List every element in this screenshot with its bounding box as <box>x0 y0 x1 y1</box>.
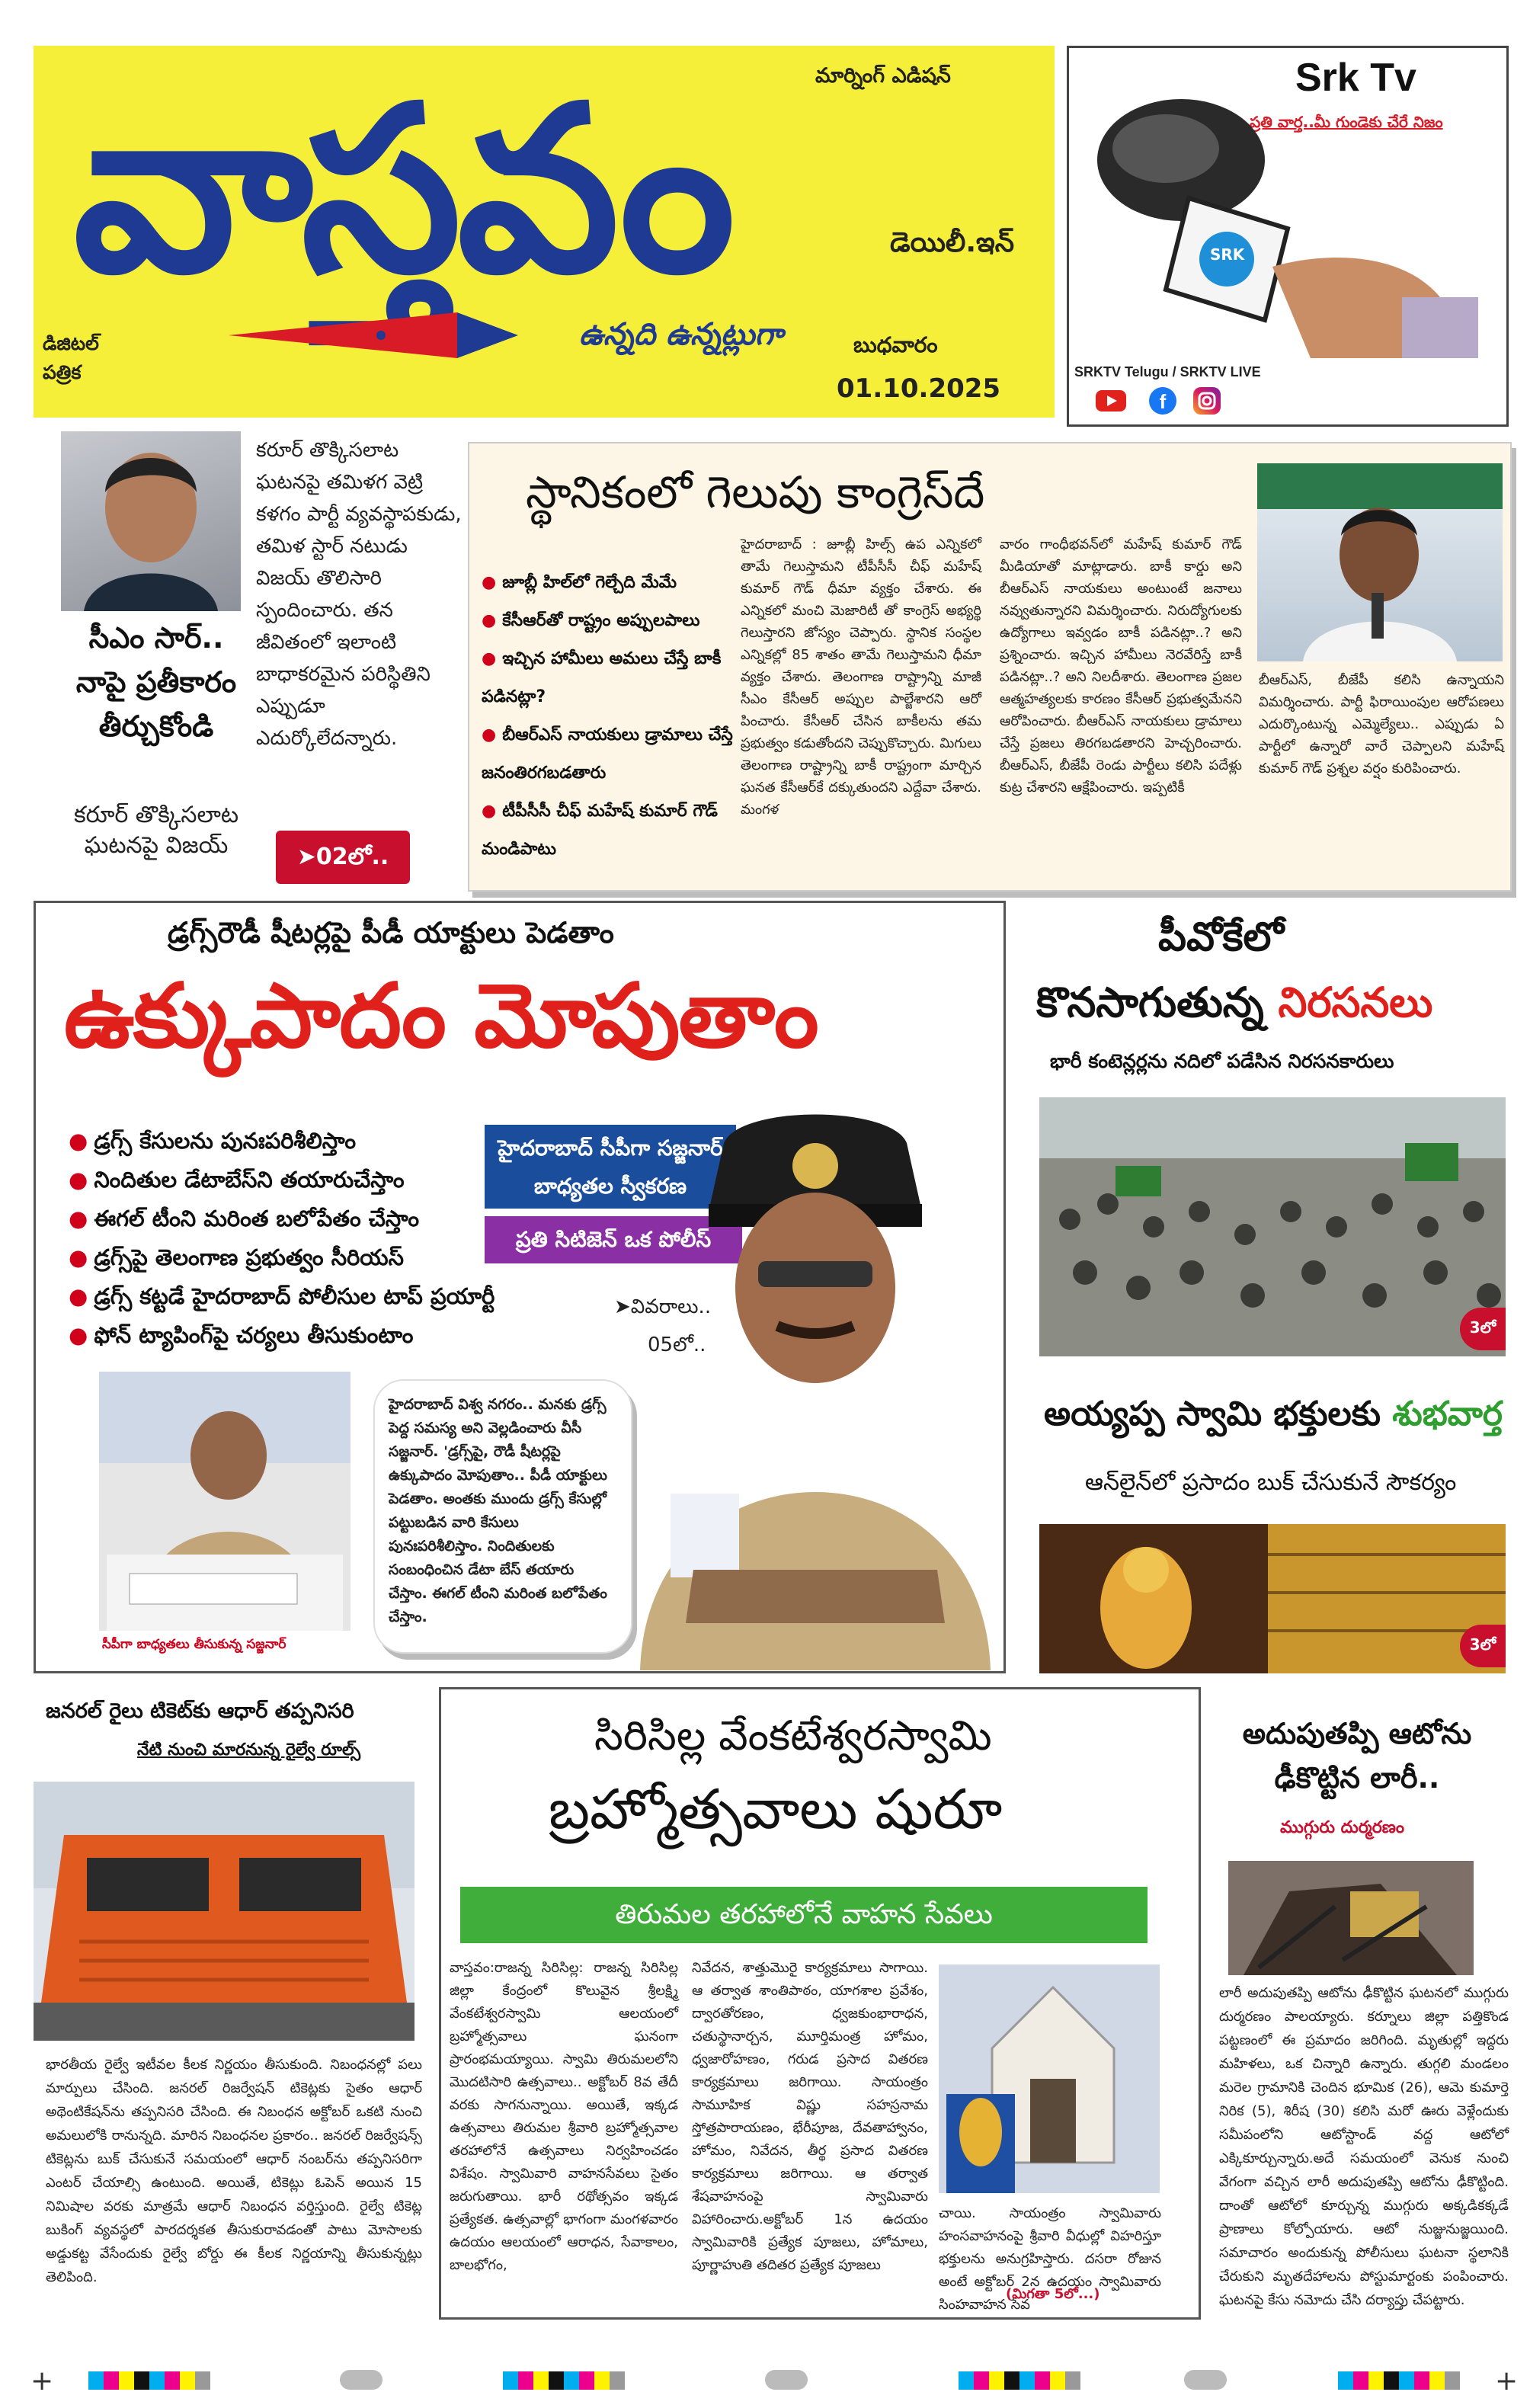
pok-protest-photo <box>1039 1097 1506 1356</box>
police-page-ref[interactable]: 05లో.. <box>648 1334 706 1356</box>
registration-cross-icon: + <box>30 2365 54 2397</box>
accident-headline: అదుపుతప్పి ఆటోను ఢీకొట్టిన లారీ.. <box>1242 1717 1472 1795</box>
vijay-headline: సీఎం సార్.. నాపై ప్రతీకారం తీర్చుకోండి <box>75 621 237 743</box>
ayyappa-headline <box>1044 1395 1503 1442</box>
accident-subhead: ముగ్గురు దుర్మరణం <box>1280 1818 1405 1837</box>
ayyappa-headline-green: శుభవార్త <box>1392 1395 1503 1433</box>
temple-gopuram-photo <box>939 1965 1160 2193</box>
masthead-title: వాస్తవం <box>73 57 731 323</box>
ayyappa-subhead: ఆన్‌లైన్‌లో ప్రసాదం బుక్ చేసుకునే సౌకర్యం <box>1085 1469 1457 1496</box>
rail-subhead: నేటి నుంచి మారనున్న రైల్వే రూల్స్ <box>137 1740 361 1760</box>
rail-headline: జనరల్ రైలు టికెట్‌కు ఆధార్ తప్పనిసరి <box>46 1699 354 1723</box>
masthead-tagline: ఉన్నది ఉన్నట్లుగా <box>579 317 783 352</box>
congress-bullet: ● జూబ్లీ హిల్‌లో గెల్చేది మేమే <box>482 564 733 602</box>
police-box-purple: ప్రతి సిటిజెన్ ఒక పోలీస్ <box>485 1216 742 1263</box>
accident-body: లారీ అదుపుతప్పి ఆటోను ఢీకొట్టిన ఘటనలో ముగ్గురు దుర్మరణం పాలయ్యారు. కర్నూలు జిల్లా పత్తికొండ పట్టణంలో ఈ ప్రమాదం జరిగింది. మృతుల్లో ఇద్దరు మహిళలు, ఒక చిన్నారి ఉన్నారు. తుగ్గలి మండలం మరెల గ్రామానికి చెందిన భూమిక (26), ఆమె కుమార్తె నిరిక (5), శిరీష (30) కలిసి మరో ఊరు వెళ్లేందుకు సమీపంలోని ఆటోస్టాండ్ వద్ద ఆటోలో ఎక్కికూర్చున్నారు.అదే సమయంలో వెనుక నుంచి వేగంగా వచ్చిన లారీ అదుపుతప్పి ఆటోను ఢీకొట్టింది. దాంతో ఆటోలో కూర్చున్న ముగ్గురు అక్కడికక్కడే ప్రాణాలు కోల్పోయారు. ఆటో నుజ్జునుజ్జయింది. సమాచారం అందుకున్న పోలీసులు ఘటనా స్థలానికి చేరుకుని మృతదేహాలను పోస్టుమార్టంకు పంపించారు. ఘటనపై కేసు నమోదు చేసి దర్యాప్తు చేపట్టారు. <box>1219 1985 1509 2308</box>
police-quote-text: హైదరాబాద్ విశ్వ నగరం.. మనకు డ్రగ్స్ పెద్ద సమస్య అని వెల్లడించారు వీసీ సజ్జనార్. 'డ్రగ్స్‌పై, రౌడీ షీటర్లపై ఉక్కుపాదం మోపుతాం.. పీడీ యాక్టులు పెడతాం. అంతకు ముందు డ్రగ్స్ కేసుల్లో పట్టుబడిన వారి కేసులు పునఃపరిశీలిస్తాం. నిందితులకు సంబంధించిన డేటా బేస్ తయారు చేస్తాం. ఈగల్ టీంని మరింత బలోపేతం చేస్తాం. <box>389 1396 607 1625</box>
police-bullet: ● ఫోన్ ట్యాపింగ్‌పై చర్యలు తీసుకుంటాం <box>69 1316 648 1355</box>
youtube-icon[interactable] <box>1096 390 1126 411</box>
ad-mic-label: SRK <box>1210 245 1245 264</box>
police-photo-caption: సీపీగా బాధ్యతలు తీసుకున్న సజ్జనార్ <box>102 1637 286 1652</box>
vijay-subhead: కరూర్ తొక్కిసలాట ఘటనపై విజయ్ <box>73 802 239 859</box>
color-bar <box>88 2371 210 2390</box>
pok-subhead: భారీ కంటెన్లర్లను నదిలో పడేసిన నిరసనకారులు <box>1050 1050 1394 1072</box>
congress-col1: హైదరాబాద్ : జూబ్లీ హిల్స్ ఉప ఎన్నికలో తామే గెలుస్తామని టీపీసీసీ చీఫ్ మహేష్ కుమార్ గౌడ్ ధీమా వ్యక్తం చేశారు. ఈ ఎన్నికలో మంచి మెజారిటీ తో కాంగ్రెస్ అభ్యర్థి గెలుస్తారని జోస్యం చెప్పారు. స్థానిక సంస్థల ఎన్నికల్లో 85 శాతం తామే గెలుస్తామని ధీమా వ్యక్తం చేశారు. తెలంగాణ రాష్ట్రాన్ని మాజీ సీఎం కేసీఆర్ అప్పుల పాల్జేశారని ఆరో పించారు. కేసీఆర్ చేసిన బాకీలను తమ ప్రభుత్వం కడుతోందని చెప్పుకొచ్చారు. మిగులు తెలంగాణ రాష్ట్రాన్ని బాకీ రాష్ట్రంగా మార్చిన ఘనత కేసీఆర్‌కే దక్కుతుందని ఎద్దేవా చేశారు. మంగళ <box>741 536 981 818</box>
pen-nib-icon <box>229 290 518 381</box>
congress-bullet: ● కేసీఆర్‌తో రాష్ట్రం అప్పులపాలు <box>482 602 733 640</box>
congress-col3: బీఆర్ఎస్, బీజేపీ కలిసి ఉన్నాయని విమర్శించారు. పార్టీ ఫిరాయింపుల ఆరోపణలు ఎదుర్కొంటున్న ఎమ్మెల్యేలు.. ఎప్పుడు ఏ పార్టీలో ఉన్నారో వారే చెప్పాలని మహేష్ కుమార్ గౌడ్ ప్రశ్నల వర్షం కురిపించారు. <box>1259 672 1504 777</box>
registration-mark <box>340 2370 382 2390</box>
ad-channels: SRKTV Telugu / SRKTV LIVE <box>1074 364 1261 379</box>
ayyappa-headline-black: అయ్యప్ప స్వామి భక్తులకు <box>1044 1395 1381 1433</box>
pok-headline-black: కొనసాగుతున్న <box>1036 978 1264 1026</box>
pok-headline-red: నిరసనలు <box>1278 978 1433 1026</box>
vijay-page-ref[interactable]: ➤02లో.. <box>276 831 410 884</box>
pok-kicker: పీవోకేలో <box>1158 914 1285 960</box>
color-bar <box>959 2371 1080 2390</box>
microphone-icon <box>1082 69 1478 358</box>
temple-col2: నివేదన, శాత్తుమొరై కార్యక్రమాలు సాగాయి. ఆ తర్వాత శాంతిపాఠం, యాగశాల ప్రవేశం, ద్వారతోరణం, ధ్వజకుంభారాధన, చతుస్థానార్చన, మూర్తిమంత్ర హోమం, ధ్వజారోహణం, గరుడ ప్రసాద వితరణ కార్యక్రమాలు జరిగాయి. సాయంత్రం సామూహిక విష్ణు సహస్రనామ స్తోత్రపారాయణం, భేరీపూజ, దేవతాహ్వానం, హోమం, నివేదన, తీర్థ ప్రసాద వితరణ కార్యక్రమాలు జరిగాయి. ఆ తర్వాత శేషవాహనంపై స్వామివారు విహారించారు.అక్టోబర్ 1న ఉదయం స్వామివారికి ప్రత్యేక పూజలు, హోమాలు, పూర్ణాహుతి తదితర ప్రత్యేక పూజలు <box>692 1960 928 2273</box>
masthead-date: 01.10.2025 <box>837 373 1001 404</box>
registration-mark <box>765 2370 808 2390</box>
rail-locomotive-photo <box>34 1782 415 2041</box>
rail-body: భారతీయ రైల్వే ఇటీవల కీలక నిర్ణయం తీసుకుంది. నిబంధనల్లో పలు మార్పులు చేసింది. జనరల్ రిజర్వేషన్ టికెట్లకు సైతం ఆధార్ అథెంటికేషన్‌ను తప్పనిసరి చేసింది. ఈ నిబంధన అక్టోబర్ ఒకటి నుంచి అమలులోకి రానున్నది. మారిన నిబంధనల ప్రకారం.. జనరల్ రిజర్వేషన్స్ టికెట్లను బుక్ చేసుకునే సమయంలో ఆధార్ నంబర్‌ను తప్పనిసరిగా ఎంటర్ చేయాల్సి ఉంటుంది. అయితే, టికెట్లు ఓపెన్ అయిన 15 నిమిషాల వరకు మాత్రమే ఆధార్ నిబంధన వర్తిస్తుంది. రైల్వే టికెట్ల బుకింగ్ వ్యవస్థలో పారదర్శకత తీసుకురావడంతో పాటు మోసాలకు అడ్డుకట్ట వేసేందుకు రైల్వే బోర్డు ఈ కీలక నిర్ణయాన్ని తీసుకున్నట్లు తెలిపింది. <box>46 2057 422 2285</box>
congress-bullet: ● టీపీసీసీ చీఫ్ మహేష్ కుమార్ గౌడ్ మండిపాటు <box>482 793 733 869</box>
ad-title: Srk Tv <box>1295 56 1416 100</box>
police-details[interactable]: ➤వివరాలు.. <box>614 1295 712 1318</box>
temple-page-ref[interactable]: (మిగతా 5లో...) <box>1006 2286 1100 2302</box>
vijay-photo <box>61 431 241 611</box>
police-bullet: ● డ్రగ్స్‌పై తెలంగాణ ప్రభుత్వం సీరియస్ <box>69 1238 648 1277</box>
police-bullet: ● డ్రగ్స్ కేసులను పునఃపరిశీలిస్తాం <box>69 1122 648 1161</box>
congress-col2: వారం గాంధీభవన్‌లో మహేష్ కుమార్ గౌడ్ మీడియాతో మాట్లాడారు. బాకీ కార్డు అని బీఆర్ఎస్ నాయకులు అంటుంటే జనాలు నవ్వుతున్నారని విమర్శించారు. నిరుద్యోగులకు ఉద్యోగాలు ఇవ్వడం బాకీ పడినట్లా..? అని ప్రశ్నించారు. ఇచ్చిన హామీలు నెరవేరిస్తే బాకీ పడినట్లా..? అని నిలదీశారు. తెలంగాణ ప్రజల ఆత్మహత్యలకు కారణం కేసీఆర్ ప్రభుత్వమేనని ఆరోపించారు. బీఆర్ఎస్ నాయకులు డ్రామాలు చేస్తే ప్రజలు తిరగబడతారని హెచ్చరించారు. బీఆర్ఎస్, బీజేపీ రెండు పార్టీలు కలిసి పదేళ్లు కుట్ర చేశారని ఆక్షేపించారు. ఇప్పటికీ <box>1000 536 1242 796</box>
registration-cross-icon: + <box>1495 2365 1519 2397</box>
ayyappa-temple-photo <box>1039 1524 1506 1673</box>
temple-headline-1: సిరిసిల్ల వేంకటేశ్వరస్వామి <box>594 1712 992 1760</box>
instagram-icon[interactable] <box>1193 387 1221 415</box>
police-box-blue: హైదరాబాద్ సీపీగా సజ్జనార్ బాధ్యతల స్వీకరణ <box>485 1125 736 1209</box>
police-bullet: ● నిందితుల డేటాబేస్‌ని తయారుచేస్తాం <box>69 1161 648 1199</box>
congress-headline: స్థానికంలో గెలుపు కాంగ్రెస్‌దే <box>526 466 985 518</box>
temple-col3: చాయి. సాయంత్రం స్వామివారు హంసవాహనంపై శ్రీవారి వీధుల్లో విహరిస్తూ భక్తులను అనుగ్రహిస్తారు. దసరా రోజున అంటే అక్టోబర్ 2న ఉదయం స్వామివారు సింహవాహన సేవ <box>939 2205 1161 2313</box>
temple-banner: తిరుమల తరహాలోనే వాహన సేవలు <box>460 1887 1148 1943</box>
masthead-digital-label: డిజిటల్ పత్రిక <box>43 332 99 383</box>
police-bullet: ● డ్రగ్స్ కట్టడే హైదరాబాద్ పోలీసుల టాప్ ప్రయార్టీ <box>69 1277 648 1316</box>
temple-headline-2: బ్రహ్మోత్సవాలు షురూ <box>549 1777 1003 1841</box>
police-bullet: ● ఈగల్ టీంని మరింత బలోపేతం చేస్తాం <box>69 1199 648 1238</box>
masthead-website: డెయిలీ.ఇన్ <box>890 227 1015 258</box>
vijay-body: కరూర్ తొక్కిసలాట ఘటనపై తమిళగ వెట్రి కళగం పార్టీ వ్యవస్థాపకుడు, తమిళ స్టార్ నటుడు విజయ్ తొలిసారి స్పందించారు. తన జీవితంలో ఇలాంటి బాధాకరమైన పరిస్థితిని ఎప్పుడూ ఎదుర్కోలేదన్నారు. <box>256 439 462 750</box>
pok-page-ref[interactable]: 3లో <box>1460 1308 1506 1350</box>
congress-bullets <box>482 564 733 869</box>
sajjanar-portrait <box>625 1097 1006 1670</box>
temple-col1: వాస్తవం:రాజన్న సిరిసిల్ల: రాజన్న సిరిసిల్ల జిల్లా కేంద్రంలో కొలువైన శ్రీలక్ష్మి వేంకటేశ్వరస్వామి ఆలయంలో బ్రహ్మోత్సవాలు ఘనంగా ప్రారంభమయ్యాయి. స్వామి తిరుమలలోని మొదటిసారి ఉత్సవాలు.. అక్టోబర్ 8వ తేదీ వరకు సాగనున్నాయి. అయితే, ఇక్కడ ఉత్సవాలు తిరుమల శ్రీవారి బ్రహ్మోత్సవాల తరహాలోనే ఉత్సవాలు నిర్వహించడం విశేషం. స్వామివారి వాహనసేవలు సైతం జరుగుతాయి. భారీ రథోత్సవం ఇక్కడ ప్రత్యేకత. ఉత్సవాల్లో భాగంగా మంగళవారం ఉదయం ఆలయంలో ఆరాధన, సేవాకాలం, బాలభోగం, <box>450 1960 678 2273</box>
registration-mark <box>1184 2370 1227 2390</box>
congress-bullet: ● బీఆర్ఎస్ నాయకులు డ్రామాలు చేస్తే జనంతిరగబడతారు <box>482 716 733 793</box>
pok-headline <box>1036 978 1432 1037</box>
ad-slogan: ప్రతి వార్త..మీ గుండెకు చేరే నిజం <box>1250 113 1443 131</box>
police-kicker: డ్రగ్స్‌రౌడీ షీటర్లపై పీడీ యాక్టులు పెడతాం <box>168 916 614 949</box>
congress-bullet: ● ఇచ్చిన హామీలు అమలు చేస్తే బాకీ పడినట్లా? <box>482 640 733 716</box>
police-headline: ఉక్కుపాదం మోపుతాం <box>64 965 818 1068</box>
facebook-icon[interactable]: f <box>1149 387 1176 415</box>
police-quote <box>373 1379 632 1654</box>
mahesh-kumar-photo <box>1257 463 1503 661</box>
masthead-edition: మార్నింగ్ ఎడిషన్ <box>815 64 951 88</box>
ayyappa-page-ref[interactable]: 3లో <box>1460 1625 1506 1667</box>
accident-photo <box>1228 1861 1474 1975</box>
sajjanar-signing-photo <box>99 1372 350 1631</box>
color-bar <box>503 2371 625 2390</box>
color-bar <box>1338 2371 1460 2390</box>
masthead-day: బుధవారం <box>853 332 938 357</box>
